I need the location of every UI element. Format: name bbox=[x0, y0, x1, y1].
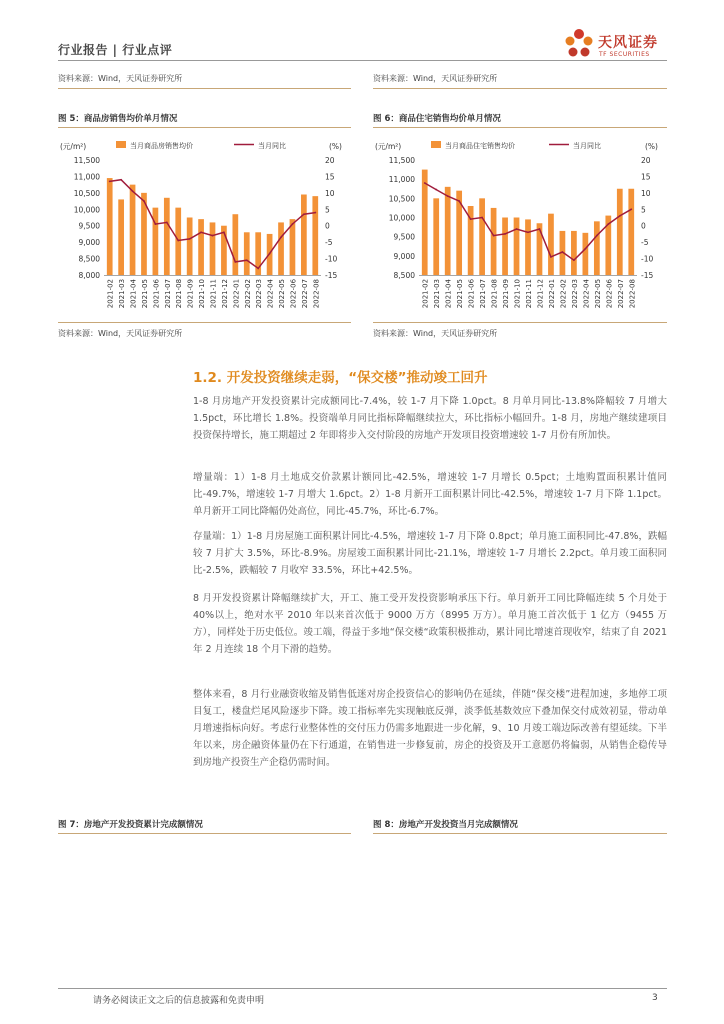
bar bbox=[502, 218, 508, 276]
line-point bbox=[470, 218, 472, 220]
legend-bar-swatch bbox=[116, 141, 126, 148]
line-point bbox=[607, 223, 609, 225]
legend-bar-label: 当月商品住宅销售均价 bbox=[445, 142, 515, 150]
line-point bbox=[143, 200, 145, 202]
x-tick-label: 2022-06 bbox=[289, 278, 298, 309]
y-axis-left-unit: (元/m²) bbox=[375, 142, 402, 151]
y-left-tick-label: 9,000 bbox=[393, 251, 415, 261]
bar bbox=[583, 233, 589, 275]
figure-6-title: 图 6：商品住宅销售均价单月情况 bbox=[373, 114, 501, 124]
footer-disclaimer: 请务必阅读正文之后的信息披露和免责申明 bbox=[93, 996, 265, 1006]
x-tick-label: 2021-11 bbox=[209, 279, 218, 309]
y-left-tick-label: 11,500 bbox=[73, 156, 100, 165]
bar bbox=[210, 222, 216, 275]
bar bbox=[164, 198, 170, 275]
line-point bbox=[435, 189, 437, 191]
y-right-tick-label: -5 bbox=[325, 238, 333, 248]
figure-5-chart bbox=[58, 132, 351, 317]
line-point bbox=[447, 195, 449, 197]
bar bbox=[290, 219, 296, 275]
y-right-tick-label: 5 bbox=[641, 205, 646, 215]
line-point bbox=[584, 248, 586, 250]
figure-6-title-rule bbox=[373, 127, 667, 128]
line-point bbox=[280, 236, 282, 238]
bar bbox=[118, 199, 124, 275]
line-point bbox=[189, 238, 191, 240]
line-point bbox=[314, 212, 316, 214]
line-point bbox=[539, 228, 541, 230]
bar bbox=[130, 185, 136, 275]
x-tick-label: 2021-03 bbox=[433, 278, 442, 309]
line-point bbox=[527, 231, 529, 233]
divider-top-left bbox=[58, 88, 351, 89]
legend-bar-label: 当月商品房销售均价 bbox=[130, 142, 193, 150]
x-tick-label: 2022-02 bbox=[559, 278, 568, 309]
x-tick-label: 2021-07 bbox=[479, 278, 488, 309]
bar bbox=[594, 221, 600, 275]
line-point bbox=[109, 180, 111, 182]
divider-mid-right bbox=[373, 322, 667, 323]
logo-mark-icon bbox=[562, 27, 596, 61]
bar bbox=[422, 170, 428, 275]
footer-divider bbox=[58, 988, 667, 989]
report-type-label: 行业报告 | 行业点评 bbox=[58, 43, 173, 57]
bar bbox=[445, 187, 451, 275]
y-left-tick-label: 10,000 bbox=[73, 205, 100, 215]
x-tick-label: 2021-08 bbox=[490, 279, 499, 309]
bar bbox=[107, 178, 113, 275]
bar bbox=[312, 196, 318, 275]
x-tick-label: 2022-08 bbox=[628, 279, 637, 309]
company-logo bbox=[562, 26, 682, 62]
line-point bbox=[246, 259, 248, 261]
bar bbox=[514, 218, 520, 276]
line-point bbox=[481, 217, 483, 219]
y-right-tick-label: 0 bbox=[325, 221, 330, 231]
y-right-tick-label: -15 bbox=[325, 271, 338, 280]
figure-5-title: 图 5：商品房销售均价单月情况 bbox=[58, 114, 178, 124]
logo-text-cn: 天风证券 bbox=[598, 35, 658, 51]
bar bbox=[433, 198, 439, 275]
figure-8-title: 图 8：房地产开发投资当月完成额情况 bbox=[373, 820, 518, 830]
figure-8-title-rule bbox=[373, 833, 667, 834]
bar bbox=[278, 222, 284, 275]
y-left-tick-label: 8,000 bbox=[78, 271, 100, 280]
y-right-tick-label: -5 bbox=[641, 238, 649, 248]
x-tick-label: 2021-10 bbox=[198, 279, 207, 309]
paragraph-4: 8 月开发投资累计降幅继续扩大，开工、施工受开发投资影响承压下行。单月新开工同比降幅连续 5 个月处于 40%以上，绝对水平 2010 年以来首次低于 9000 万方（8995 万方）。单月施工首次低于 1 亿方（9455 万方），同样处于历史低位。竣工端，得益于多地“保交楼“政策积极推动，累计同比增速首现收窄，结束了自 2021 年 2 月连续 18 个月下滑的趋势。 bbox=[193, 593, 667, 655]
x-tick-label: 2021-05 bbox=[141, 279, 149, 309]
x-tick-label: 2021-10 bbox=[513, 278, 522, 309]
logo-text-en: TF SECURITIES bbox=[599, 51, 650, 58]
y-right-tick-label: 20 bbox=[325, 156, 335, 165]
y-axis-right-unit: (%) bbox=[645, 142, 658, 151]
y-right-tick-label: 5 bbox=[325, 205, 330, 215]
x-tick-label: 2021-05 bbox=[456, 279, 465, 309]
bar bbox=[548, 214, 554, 275]
line-point bbox=[269, 253, 271, 255]
divider-mid-left bbox=[58, 322, 351, 323]
y-left-tick-label: 10,500 bbox=[388, 194, 415, 204]
legend-line-label: 当月同比 bbox=[573, 142, 601, 150]
y-right-tick-label: -15 bbox=[641, 271, 654, 280]
x-tick-label: 2021-11 bbox=[525, 279, 533, 309]
section-title: 1.2. 开发投资继续走弱，“保交楼”推动竣工回升 bbox=[193, 370, 488, 386]
x-tick-label: 2022-01 bbox=[232, 278, 241, 309]
x-tick-label: 2022-05 bbox=[278, 278, 286, 309]
y-left-tick-label: 10,000 bbox=[388, 213, 415, 223]
y-left-tick-label: 11,000 bbox=[388, 175, 415, 185]
line-point bbox=[619, 215, 621, 217]
x-tick-label: 2021-02 bbox=[106, 278, 115, 309]
figure-7-title: 图 7：房地产开发投资累计完成额情况 bbox=[58, 820, 203, 830]
y-right-tick-label: 0 bbox=[641, 221, 646, 231]
x-tick-label: 2021-04 bbox=[444, 279, 453, 309]
y-left-tick-label: 9,500 bbox=[78, 221, 100, 231]
legend-bar-swatch bbox=[431, 141, 441, 148]
paragraph-3: 存量端：1）1-8 月房屋施工面积累计同比-4.5%，增速较 1-7 月下降 0.8pct；单月施工面积同比-47.8%，跌幅较 7 月扩大 3.5%，环比-8.9%。房屋竣工面积累计同比-21.1%，增速较 1-7 月增长 2.2pct。单月竣工面积同比-2.5%，跌幅较 7 月收窄 33.5%，环比+42.5%。 bbox=[193, 531, 667, 576]
line-point bbox=[166, 222, 168, 224]
line-point bbox=[120, 179, 122, 181]
x-tick-label: 2022-01 bbox=[547, 278, 556, 309]
line-point bbox=[630, 208, 632, 210]
bar bbox=[628, 189, 634, 275]
y-left-tick-label: 10,500 bbox=[73, 188, 100, 198]
x-tick-label: 2022-08 bbox=[312, 279, 321, 309]
bar bbox=[232, 214, 238, 275]
line-point bbox=[234, 261, 236, 263]
x-tick-label: 2021-07 bbox=[163, 278, 172, 309]
y-right-tick-label: 10 bbox=[325, 188, 335, 198]
x-tick-label: 2022-03 bbox=[570, 279, 579, 309]
bar bbox=[525, 219, 531, 275]
y-left-tick-label: 9,500 bbox=[393, 232, 415, 242]
bar bbox=[491, 208, 497, 275]
bar bbox=[537, 223, 543, 275]
y-left-tick-label: 8,500 bbox=[78, 254, 100, 264]
line-point bbox=[516, 228, 518, 230]
x-tick-label: 2021-12 bbox=[536, 279, 545, 309]
line-point bbox=[493, 235, 495, 237]
bar bbox=[187, 218, 193, 276]
y-right-tick-label: 15 bbox=[641, 172, 651, 182]
divider-top-right bbox=[373, 88, 667, 89]
x-tick-label: 2022-07 bbox=[616, 279, 625, 309]
line-point bbox=[292, 223, 294, 225]
x-tick-label: 2022-04 bbox=[266, 278, 275, 309]
y-left-tick-label: 8,500 bbox=[393, 271, 415, 280]
bar bbox=[571, 231, 577, 275]
x-tick-label: 2021-03 bbox=[118, 278, 127, 309]
paragraph-5: 整体来看，8 月行业融资收缩及销售低迷对房企投资信心的影响仍在延续，伴随“保交楼”进程加速，多地停工项目复工，楼盘烂尾风险逐步下降。竣工指标率先实现触底反弹，淡季低基数效应下叠加保交付成效初显，带动单月增速指标向好。考虑行业整体性的交付压力仍需多地跟进一步化解，9、10 月竣工端边际改善有望延续。下半年以来，房企融资体量仍在下行通道，在销售进一步修复前，房企的投资及开工意愿仍将偏弱，从销售企稳传导到房地产投资生产企稳仍需时间。 bbox=[193, 689, 667, 768]
y-right-tick-label: 15 bbox=[325, 172, 335, 182]
figure-5-title-rule bbox=[58, 127, 351, 128]
y-right-tick-label: 20 bbox=[641, 156, 651, 165]
y-right-tick-label: -10 bbox=[641, 254, 654, 264]
line-point bbox=[177, 240, 179, 242]
line-point bbox=[573, 259, 575, 261]
paragraph-1: 1-8 月房地产开发投资累计完成额同比-7.4%，较 1-7 月下降 1.0pct。8 月单月同比-13.8%降幅较 7 月增大 1.5pct，环比增长 1.8%。投资端单月同比指标降幅继续拉大，环比指标小幅回升。1-8 月，房地产继续建项目投资保持增长，施工期超过 2 年即将步入交付阶段的房地产开发项目投资增速较 1-7 月份有所加快。 bbox=[193, 396, 667, 441]
line-point bbox=[132, 190, 134, 192]
line-point bbox=[562, 251, 564, 253]
x-tick-label: 2022-06 bbox=[605, 278, 614, 309]
line-point bbox=[550, 256, 552, 258]
y-axis-right-unit: (%) bbox=[329, 142, 342, 151]
bar bbox=[244, 232, 250, 275]
bar bbox=[301, 195, 307, 276]
bar bbox=[153, 208, 159, 275]
line-point bbox=[596, 235, 598, 237]
source-note-top-left: 资料来源：Wind，天风证券研究所 bbox=[58, 74, 183, 83]
figure-7-title-rule bbox=[58, 833, 351, 834]
x-tick-label: 2021-08 bbox=[175, 278, 184, 309]
source-note-top-right: 资料来源：Wind，天风证券研究所 bbox=[373, 74, 498, 83]
x-tick-label: 2022-07 bbox=[300, 279, 309, 309]
line-point bbox=[212, 235, 214, 237]
y-right-tick-label: -10 bbox=[325, 254, 338, 264]
line-point bbox=[223, 231, 225, 233]
x-tick-label: 2021-06 bbox=[467, 278, 476, 309]
y-left-tick-label: 9,000 bbox=[78, 238, 100, 248]
bar bbox=[479, 198, 485, 275]
x-tick-label: 2021-02 bbox=[421, 278, 430, 309]
line-point bbox=[424, 182, 426, 184]
y-left-tick-label: 11,500 bbox=[388, 156, 415, 165]
line-point bbox=[458, 200, 460, 202]
y-left-tick-label: 11,000 bbox=[73, 172, 100, 182]
line-point bbox=[257, 268, 259, 270]
x-tick-label: 2021-04 bbox=[129, 279, 138, 309]
page-number: 3 bbox=[652, 993, 658, 1003]
x-tick-label: 2021-09 bbox=[502, 279, 511, 309]
x-tick-label: 2021-06 bbox=[152, 279, 161, 309]
line-point bbox=[154, 223, 156, 225]
line-point bbox=[504, 233, 506, 235]
bar bbox=[617, 189, 623, 275]
bar bbox=[198, 219, 204, 275]
y-axis-left-unit: (元/m²) bbox=[60, 142, 87, 151]
x-tick-label: 2021-09 bbox=[186, 279, 195, 309]
x-tick-label: 2022-03 bbox=[255, 279, 264, 309]
paragraph-2: 增量端：1）1-8 月土地成交价款累计额同比-42.5%，增速较 1-7 月增长 0.5pct；土地购置面积累计值同比-49.7%，增速较 1-7 月增大 1.6pct。2）1-8 月新开工面积累计同比-42.5%，增速较 1-7 月下降 1.1pct。单月新开工同比降幅仍处高位，同比-45.7%，环比-6.7%。 bbox=[193, 472, 667, 517]
header-divider bbox=[58, 60, 667, 61]
x-tick-label: 2022-02 bbox=[243, 279, 252, 309]
figure-6-chart bbox=[373, 132, 667, 317]
legend-line-label: 当月同比 bbox=[258, 142, 286, 150]
x-tick-label: 2021-12 bbox=[220, 278, 229, 309]
x-tick-label: 2022-04 bbox=[582, 279, 591, 309]
y-right-tick-label: 10 bbox=[641, 188, 651, 198]
source-note-mid-right: 资料来源：Wind，天风证券研究所 bbox=[373, 329, 498, 338]
x-tick-label: 2022-05 bbox=[593, 278, 602, 309]
line-point bbox=[200, 231, 202, 233]
line-point bbox=[303, 213, 305, 215]
source-note-mid-left: 资料来源：Wind，天风证券研究所 bbox=[58, 329, 183, 338]
